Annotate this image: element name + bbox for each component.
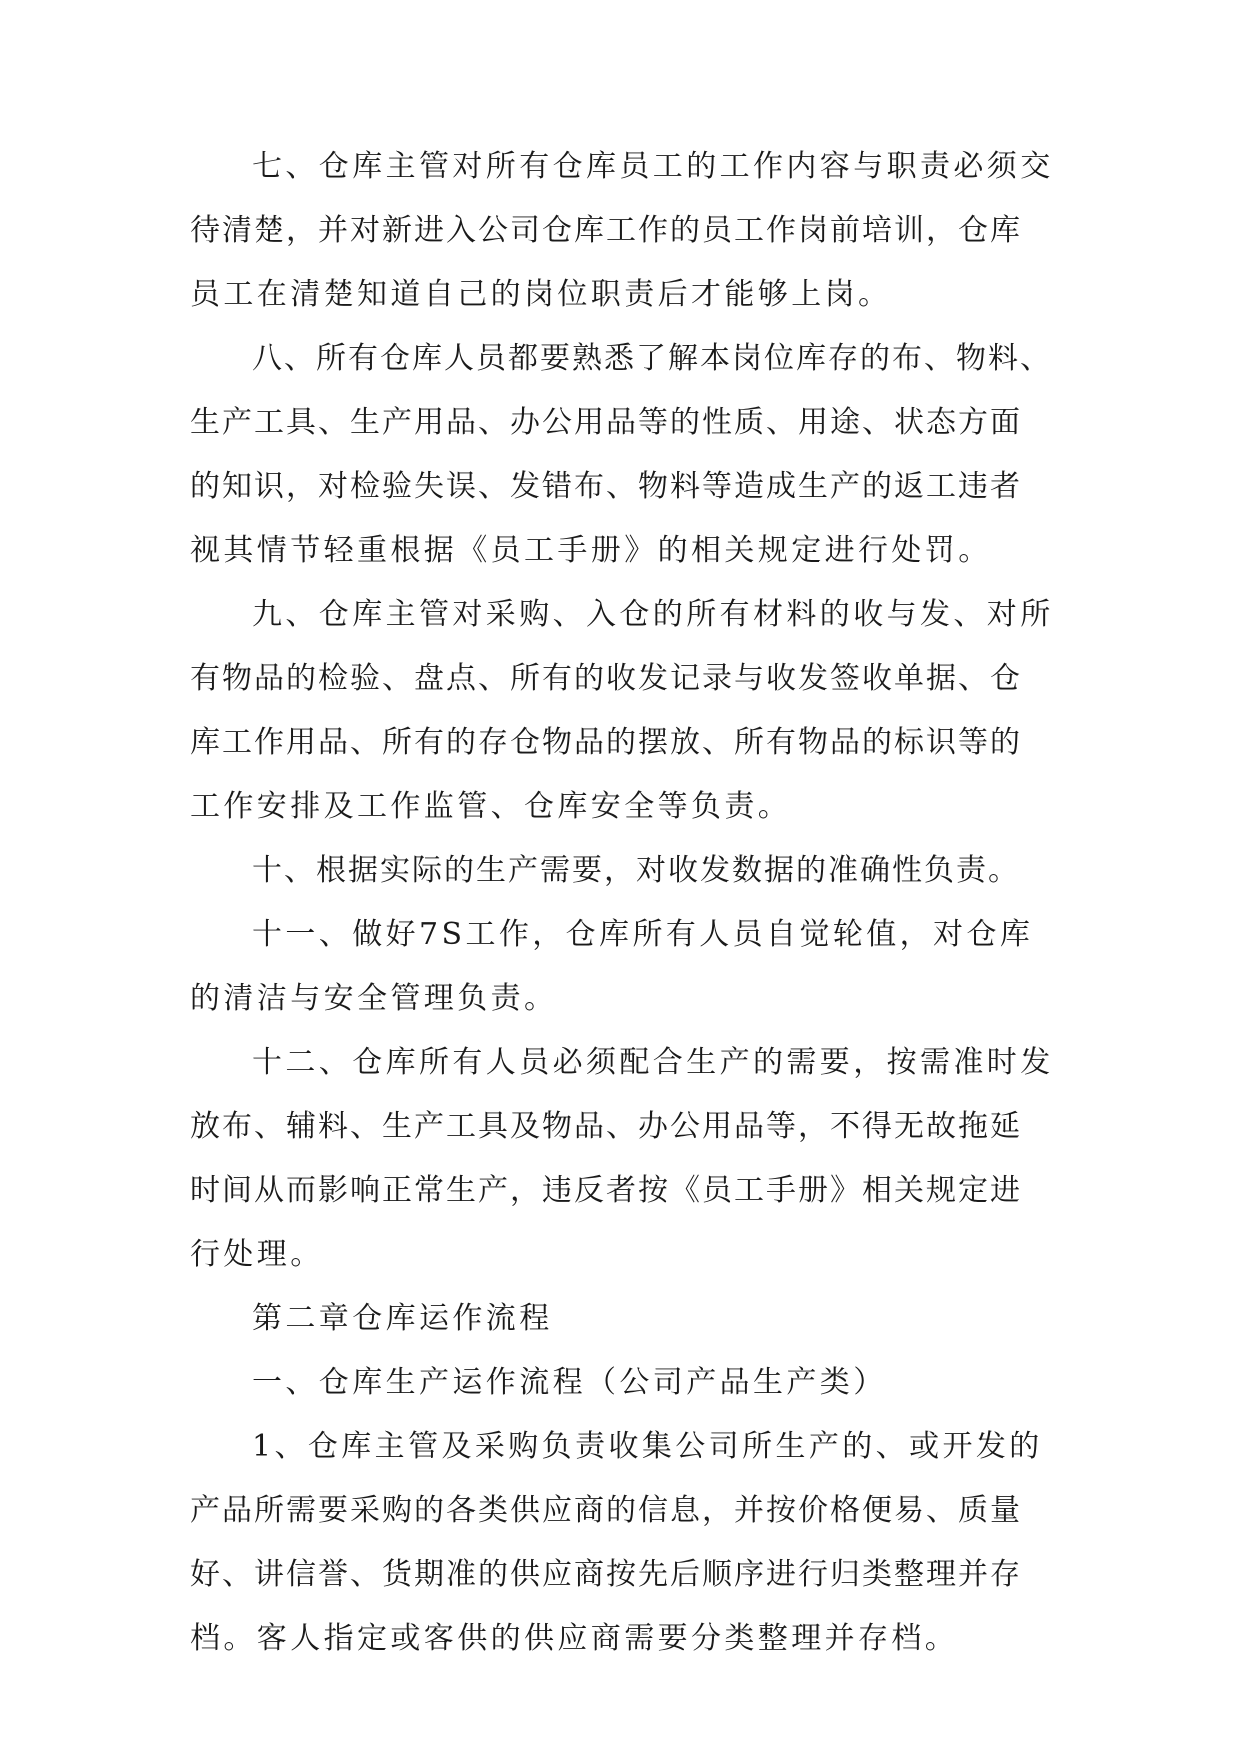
paragraph-line: 九、仓库主管对采购、入仓的所有材料的收与发、对所: [252, 597, 1054, 632]
paragraph-line: 生产工具、生产用品、办公用品等的性质、用途、状态方面: [190, 405, 1022, 440]
document-body: [190, 149, 1060, 1688]
paragraph-line: 视其情节轻重根据《员工手册》的相关规定进行处罚。: [190, 533, 992, 568]
paragraph-line: 产品所需要采购的各类供应商的信息，并按价格便易、质量: [190, 1493, 1022, 1528]
paragraph-line: 工作安排及工作监管、仓库安全等负责。: [190, 789, 792, 824]
paragraph-line: 十二、仓库所有人员必须配合生产的需要，按需准时发: [252, 1045, 1054, 1080]
paragraph-line: 有物品的检验、盘点、所有的收发记录与收发签收单据、仓: [190, 661, 1022, 696]
chapter-heading: 第二章仓库运作流程: [252, 1301, 553, 1336]
paragraph-line: 八、所有仓库人员都要熟悉了解本岗位库存的布、物料、: [252, 341, 1052, 376]
paragraph-line: 库工作用品、所有的存仓物品的摆放、所有物品的标识等的: [190, 725, 1022, 760]
paragraph-line: 十、根据实际的生产需要，对收发数据的准确性负责。: [252, 853, 1020, 888]
paragraph-line: 行处理。: [190, 1237, 324, 1272]
paragraph-line: 档。客人指定或客供的供应商需要分类整理并存档。: [190, 1621, 959, 1656]
paragraph-line: 七、仓库主管对所有仓库员工的工作内容与职责必须交: [252, 149, 1054, 184]
paragraph-line: 十一、做好7S工作，仓库所有人员自觉轮值，对仓库: [252, 917, 1034, 952]
paragraph-line: 时间从而影响正常生产，违反者按《员工手册》相关规定进: [190, 1173, 1022, 1208]
paragraph-line: 1、仓库主管及采购负责收集公司所生产的、或开发的: [252, 1429, 1043, 1464]
paragraph-line: 员工在清楚知道自己的岗位职责后才能够上岗。: [190, 277, 892, 312]
section-heading: 一、仓库生产运作流程（公司产品生产类）: [252, 1365, 887, 1400]
paragraph-line: 待清楚，并对新进入公司仓库工作的员工作岗前培训，仓库: [190, 213, 1022, 248]
paragraph-line: 好、讲信誉、货期准的供应商按先后顺序进行归类整理并存: [190, 1557, 1022, 1592]
paragraph-line: 的清洁与安全管理负责。: [190, 981, 558, 1016]
paragraph-line: 的知识，对检验失误、发错布、物料等造成生产的返工违者: [190, 469, 1022, 504]
paragraph-line: 放布、辅料、生产工具及物品、办公用品等，不得无故拖延: [190, 1109, 1022, 1144]
